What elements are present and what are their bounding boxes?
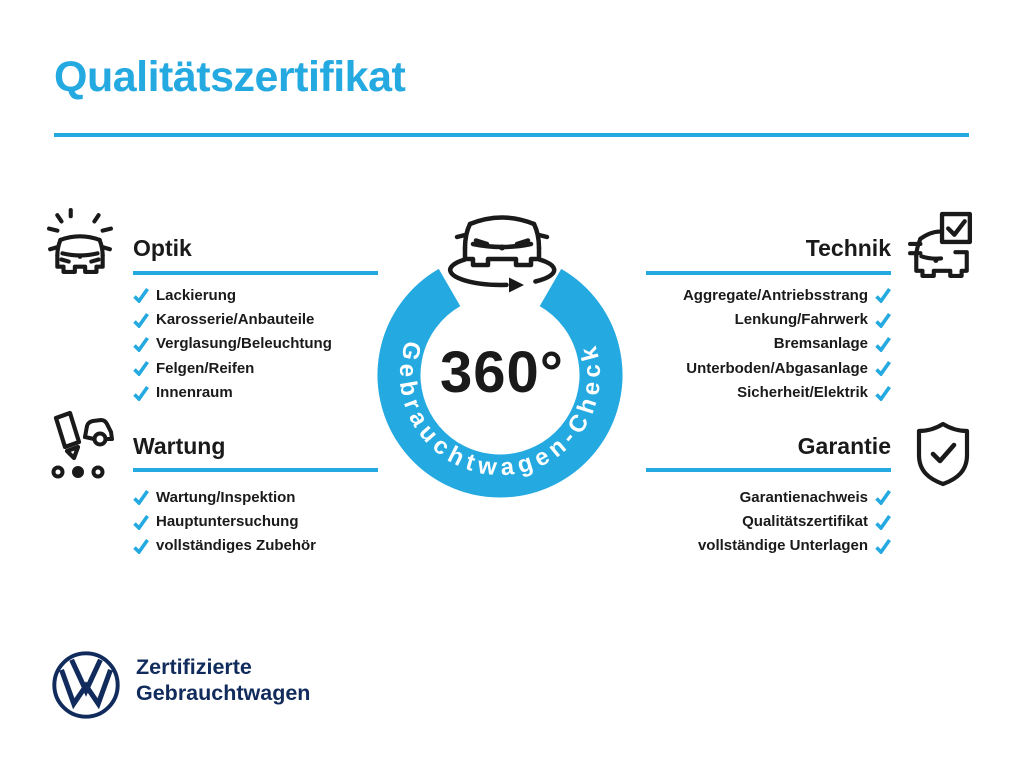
section-title-technik: Technik — [805, 235, 891, 261]
checklist-label: vollständiges Zubehör — [156, 537, 317, 555]
badge-value: 360° — [440, 340, 564, 405]
section-rule-technik — [646, 271, 891, 275]
checklist-label: Innenraum — [156, 384, 233, 402]
check-icon — [133, 489, 149, 505]
check-icon — [133, 514, 149, 530]
title-divider — [54, 133, 969, 137]
check-icon — [133, 312, 149, 328]
footer-brand-text — [136, 654, 310, 706]
checklist-label: vollständige Unterlagen — [697, 537, 868, 555]
checklist-label: Aggregate/Antriebsstrang — [682, 286, 868, 304]
footer-brand-line1: Zertifizierte — [136, 655, 252, 679]
checklist-item — [698, 534, 891, 558]
garantie-checklist — [698, 485, 891, 558]
section-rule-wartung — [133, 468, 378, 472]
wartung-checklist — [133, 485, 316, 558]
shield-check-icon — [915, 420, 971, 488]
checklist-label: Lenkung/Fahrwerk — [734, 311, 868, 329]
check-icon — [133, 385, 149, 401]
check-icon — [875, 360, 891, 376]
checklist-item — [133, 485, 316, 509]
check-icon — [875, 385, 891, 401]
checklist-label: Verglasung/Beleuchtung — [156, 335, 332, 353]
checklist-item — [686, 356, 891, 380]
checklist-item — [735, 307, 891, 331]
check-icon — [875, 312, 891, 328]
footer-brand-line2: Gebrauchtwagen — [136, 681, 311, 705]
checklist-label: Unterboden/Abgasanlage — [686, 359, 868, 377]
section-title-optik: Optik — [133, 235, 192, 261]
checklist-label: Qualitätszertifikat — [742, 513, 868, 531]
checklist-item — [737, 381, 891, 405]
checklist-item — [133, 356, 332, 380]
section-title-wartung: Wartung — [133, 433, 226, 459]
checklist-item — [133, 332, 332, 356]
check-icon — [875, 336, 891, 352]
car-checkbox-icon — [908, 211, 974, 279]
section-rule-optik — [133, 271, 378, 275]
check-icon — [133, 287, 149, 303]
checklist-item — [133, 509, 316, 533]
volkswagen-logo — [50, 649, 122, 721]
check-icon — [875, 287, 891, 303]
check-icon — [133, 336, 149, 352]
checklist-label: Felgen/Reifen — [156, 359, 255, 377]
technik-checklist — [683, 283, 891, 405]
badge-ring-label: Gebrauchtwagen-Check — [393, 338, 607, 482]
checklist-label: Bremsanlage — [773, 335, 868, 353]
service-checklist-icon — [44, 409, 114, 481]
check-icon — [875, 514, 891, 530]
optik-checklist — [133, 283, 332, 405]
page-title: Qualitätszertifikat — [54, 53, 406, 101]
checklist-item — [133, 381, 332, 405]
checklist-label: Hauptuntersuchung — [156, 513, 299, 531]
checklist-item — [133, 283, 332, 307]
check-icon — [133, 360, 149, 376]
checklist-label: Lackierung — [156, 286, 237, 304]
checklist-item — [742, 509, 891, 533]
checklist-label: Karosserie/Anbauteile — [156, 311, 315, 329]
360-check-badge — [370, 190, 634, 510]
shiny-car-icon — [46, 208, 114, 276]
check-icon — [875, 538, 891, 554]
checklist-item — [683, 283, 891, 307]
check-icon — [133, 538, 149, 554]
checklist-label: Wartung/Inspektion — [156, 488, 296, 506]
checklist-item — [133, 534, 316, 558]
section-rule-garantie — [646, 468, 891, 472]
checklist-item — [133, 307, 332, 331]
rotating-car-icon — [450, 213, 554, 293]
checklist-item — [774, 332, 891, 356]
checklist-item — [740, 485, 891, 509]
checklist-label: Sicherheit/Elektrik — [737, 384, 868, 402]
checklist-label: Garantienachweis — [739, 488, 868, 506]
section-title-garantie: Garantie — [797, 433, 891, 459]
check-icon — [875, 489, 891, 505]
